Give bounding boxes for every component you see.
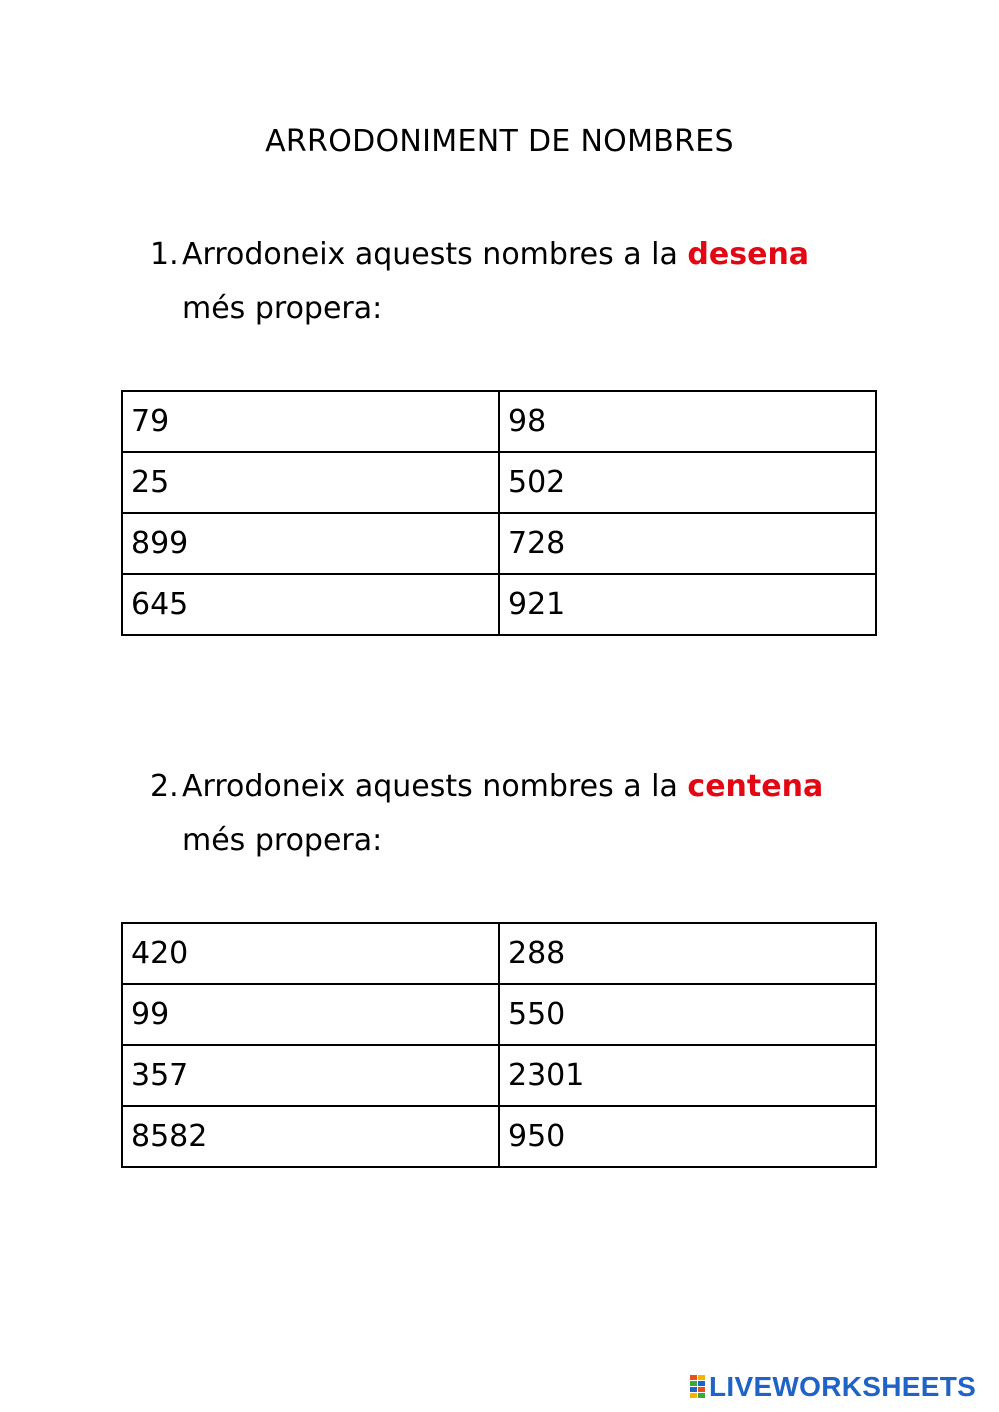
table-row xyxy=(122,923,876,984)
table-cell: 288 xyxy=(499,923,876,984)
exercise-2-line2: més propera: xyxy=(182,823,383,858)
exercise-1-number: 1. xyxy=(150,237,179,272)
exercise-1-line1 xyxy=(150,228,809,282)
table-cell: 728 xyxy=(499,513,876,574)
page-title: ARRODONIMENT DE NOMBRES xyxy=(265,124,734,159)
table-row xyxy=(122,1106,876,1167)
table-cell: 2301 xyxy=(499,1045,876,1106)
table-row xyxy=(122,984,876,1045)
exercise-1-table xyxy=(121,390,877,636)
table-cell: 645 xyxy=(122,574,499,635)
exercise-2-number: 2. xyxy=(150,769,179,804)
table-cell: 921 xyxy=(499,574,876,635)
table-cell: 899 xyxy=(122,513,499,574)
exercise-2-line1 xyxy=(150,760,823,814)
exercise-2-instruction xyxy=(150,760,823,868)
table-cell: 79 xyxy=(122,391,499,452)
table-row xyxy=(122,513,876,574)
liveworksheets-logo-text: LIVEWORKSHEETS xyxy=(709,1371,977,1402)
table-cell: 950 xyxy=(499,1106,876,1167)
exercise-1-instruction xyxy=(150,228,809,336)
table-row xyxy=(122,452,876,513)
exercise-1-highlight: desena xyxy=(687,237,810,272)
table-cell: 550 xyxy=(499,984,876,1045)
table-cell: 25 xyxy=(122,452,499,513)
table-row xyxy=(122,574,876,635)
exercise-2-text: Arrodoneix aquests nombres a la xyxy=(182,769,688,804)
table-cell: 420 xyxy=(122,923,499,984)
liveworksheets-logo-icon xyxy=(690,1375,706,1399)
exercise-1-line2: més propera: xyxy=(182,291,383,326)
table-cell: 8582 xyxy=(122,1106,499,1167)
exercise-2-highlight: centena xyxy=(687,769,824,804)
table-cell: 98 xyxy=(499,391,876,452)
liveworksheets-logo xyxy=(690,1370,976,1404)
table-cell: 502 xyxy=(499,452,876,513)
table-cell: 99 xyxy=(122,984,499,1045)
table-row xyxy=(122,1045,876,1106)
table-row xyxy=(122,391,876,452)
exercise-1-text: Arrodoneix aquests nombres a la xyxy=(182,237,688,272)
table-cell: 357 xyxy=(122,1045,499,1106)
exercise-2-table xyxy=(121,922,877,1168)
